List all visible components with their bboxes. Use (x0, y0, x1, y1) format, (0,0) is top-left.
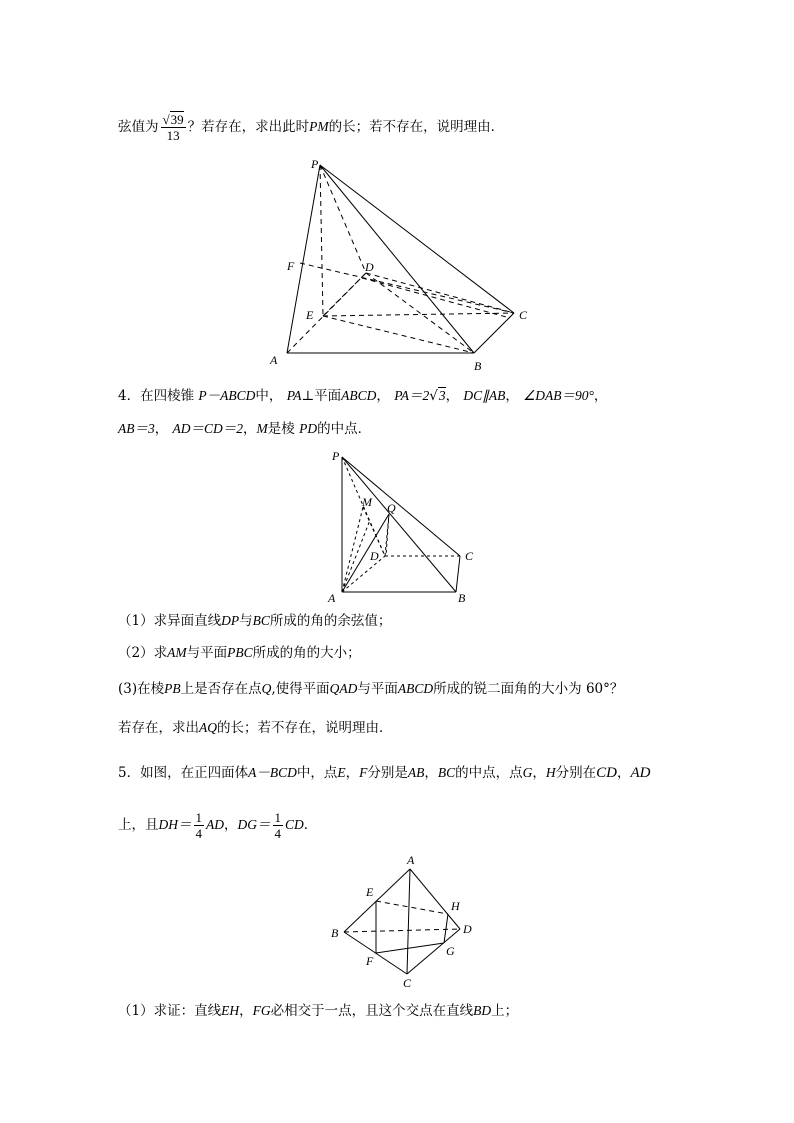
math-var: DC∥AB (463, 388, 506, 403)
text-segment: ,使得平面 (271, 681, 330, 697)
text-segment: ， (239, 1003, 253, 1019)
frac-numerator: 39 (170, 112, 184, 127)
math-var: AM (167, 645, 187, 660)
math-var: PBC (227, 645, 253, 660)
sqrt-radicand: 3 (438, 388, 446, 403)
math-var: AB (407, 765, 425, 780)
frac-denominator: 4 (274, 826, 281, 841)
text-segment: 是棱 (267, 421, 295, 437)
text-segment: ， (345, 765, 360, 781)
text-segment: 上是否存在点 (180, 681, 262, 697)
frac-numerator: 1 (274, 810, 281, 825)
label-B: B (474, 359, 482, 373)
label-M: M (362, 495, 372, 509)
label-Q: Q (387, 501, 396, 515)
text-segment: ？若存在，求出此时 (187, 119, 310, 135)
math-var: H (545, 765, 556, 780)
q5-sub-1 (118, 1001, 518, 1021)
math-var: AB＝3 (118, 421, 155, 436)
sqrt: √3 (429, 388, 446, 404)
text-segment: ， (445, 388, 460, 404)
label-E: E (366, 885, 374, 899)
label-F: F (287, 259, 295, 273)
text-segment: （2）求 (118, 645, 168, 661)
fraction: $\frac{√39}{13}$ (162, 112, 184, 143)
math-var: P－ABCD (198, 388, 256, 403)
frac-denominator: 13 (166, 128, 180, 143)
frac-numerator: 1 (195, 810, 202, 825)
text-segment: 若存在，求出 (118, 720, 199, 736)
text-segment: ⊥平面 (301, 388, 342, 404)
text-segment: 所成的角的大小； (252, 645, 361, 661)
math-var: CD (596, 765, 617, 781)
label-C: C (519, 308, 528, 322)
math-var: ∠DAB＝90° (523, 388, 594, 403)
label-B: B (458, 591, 466, 605)
text-segment: 与 (239, 613, 253, 629)
text-segment: 中， (255, 388, 283, 404)
text-segment: 所成的锐二面角的大小为 60°？ (433, 681, 624, 697)
text-segment: ， (616, 765, 631, 781)
text-segment: 必相交于一点，且这个交点在直线 (270, 1003, 474, 1019)
label-D: D (463, 922, 472, 936)
math-var: PB (164, 681, 181, 696)
text-segment: （1）求异面直线 (118, 613, 222, 629)
text-segment: 弦值为 (118, 119, 159, 135)
text-segment: 的中点，点 (455, 765, 523, 781)
text-segment: 上，且 (118, 817, 159, 833)
text-segment: ， (154, 421, 169, 437)
label-B: B (331, 926, 339, 940)
text-segment: ， (224, 817, 238, 833)
label-P: P (332, 449, 340, 463)
label-D: D (370, 549, 379, 563)
label-A: A (270, 353, 278, 367)
label-F: F (366, 954, 374, 968)
label-A: A (407, 853, 415, 867)
math-var: AQ (199, 720, 217, 735)
math-var: E (337, 765, 346, 780)
text-segment: ， (532, 765, 546, 781)
math-var: AD＝CD＝2 (172, 421, 244, 436)
label-A: A (328, 591, 336, 605)
math-var: F (359, 765, 368, 780)
math-var: BD (473, 1003, 492, 1018)
math-var: DH＝ (158, 817, 192, 832)
text-segment: 4．在四棱锥 (118, 388, 195, 404)
label-P: P (311, 157, 319, 171)
math-var: PM (309, 119, 329, 134)
math-var: CD (285, 817, 304, 832)
math-var: AD (630, 765, 651, 781)
label-G: G (446, 944, 455, 958)
label-H: H (451, 899, 460, 913)
math-var: BC (437, 765, 456, 780)
text-segment: 分别在 (555, 765, 597, 781)
text-segment: 分别是 (367, 765, 408, 781)
math-var: A－BCD (248, 765, 297, 780)
text-segment: 的长；若不存在，说明理由． (328, 119, 505, 135)
text-segment: （1）求证：直线 (118, 1003, 222, 1019)
math-var: Q (261, 681, 272, 696)
text-segment: 与平面 (186, 645, 228, 661)
math-var: PA (286, 388, 302, 403)
math-var: EH (221, 1003, 240, 1018)
text-segment: ， (376, 388, 390, 404)
text-segment: 5．如图，在正四面体 (118, 765, 249, 781)
label-E: E (306, 308, 314, 322)
text-segment: ， (424, 765, 438, 781)
label-C: C (403, 976, 412, 990)
math-var: G (522, 765, 533, 780)
frac-denominator: 4 (195, 826, 202, 841)
math-var: ABCD (397, 681, 434, 696)
math-var: ABCD (341, 388, 377, 403)
math-var: BC (252, 613, 270, 628)
math-var: DP (221, 613, 240, 628)
text-segment: 的中点． (317, 421, 372, 437)
math-var: FG (252, 1003, 271, 1018)
text-segment: 上； (491, 1003, 519, 1019)
text-segment: 所成的角的余弦值； (269, 613, 392, 629)
text-segment: 中，点 (296, 765, 338, 781)
math-var: AD (206, 817, 224, 832)
math-var: PA＝2 (394, 388, 430, 403)
label-D: D (365, 260, 374, 274)
math-var: M (256, 421, 268, 436)
text-segment: ， (593, 388, 608, 404)
text-segment: ， (505, 388, 519, 404)
math-var: QAD (329, 681, 358, 696)
label-C: C (465, 549, 474, 563)
math-var: DG＝ (237, 817, 271, 832)
text-segment: 的长；若不存在，说明理由． (217, 720, 393, 736)
text-segment: 与平面 (357, 681, 398, 697)
text-segment: ， (243, 421, 257, 437)
text-segment: ． (303, 817, 318, 833)
math-var: PD (299, 421, 318, 436)
text-segment: (3)在棱 (118, 681, 165, 697)
